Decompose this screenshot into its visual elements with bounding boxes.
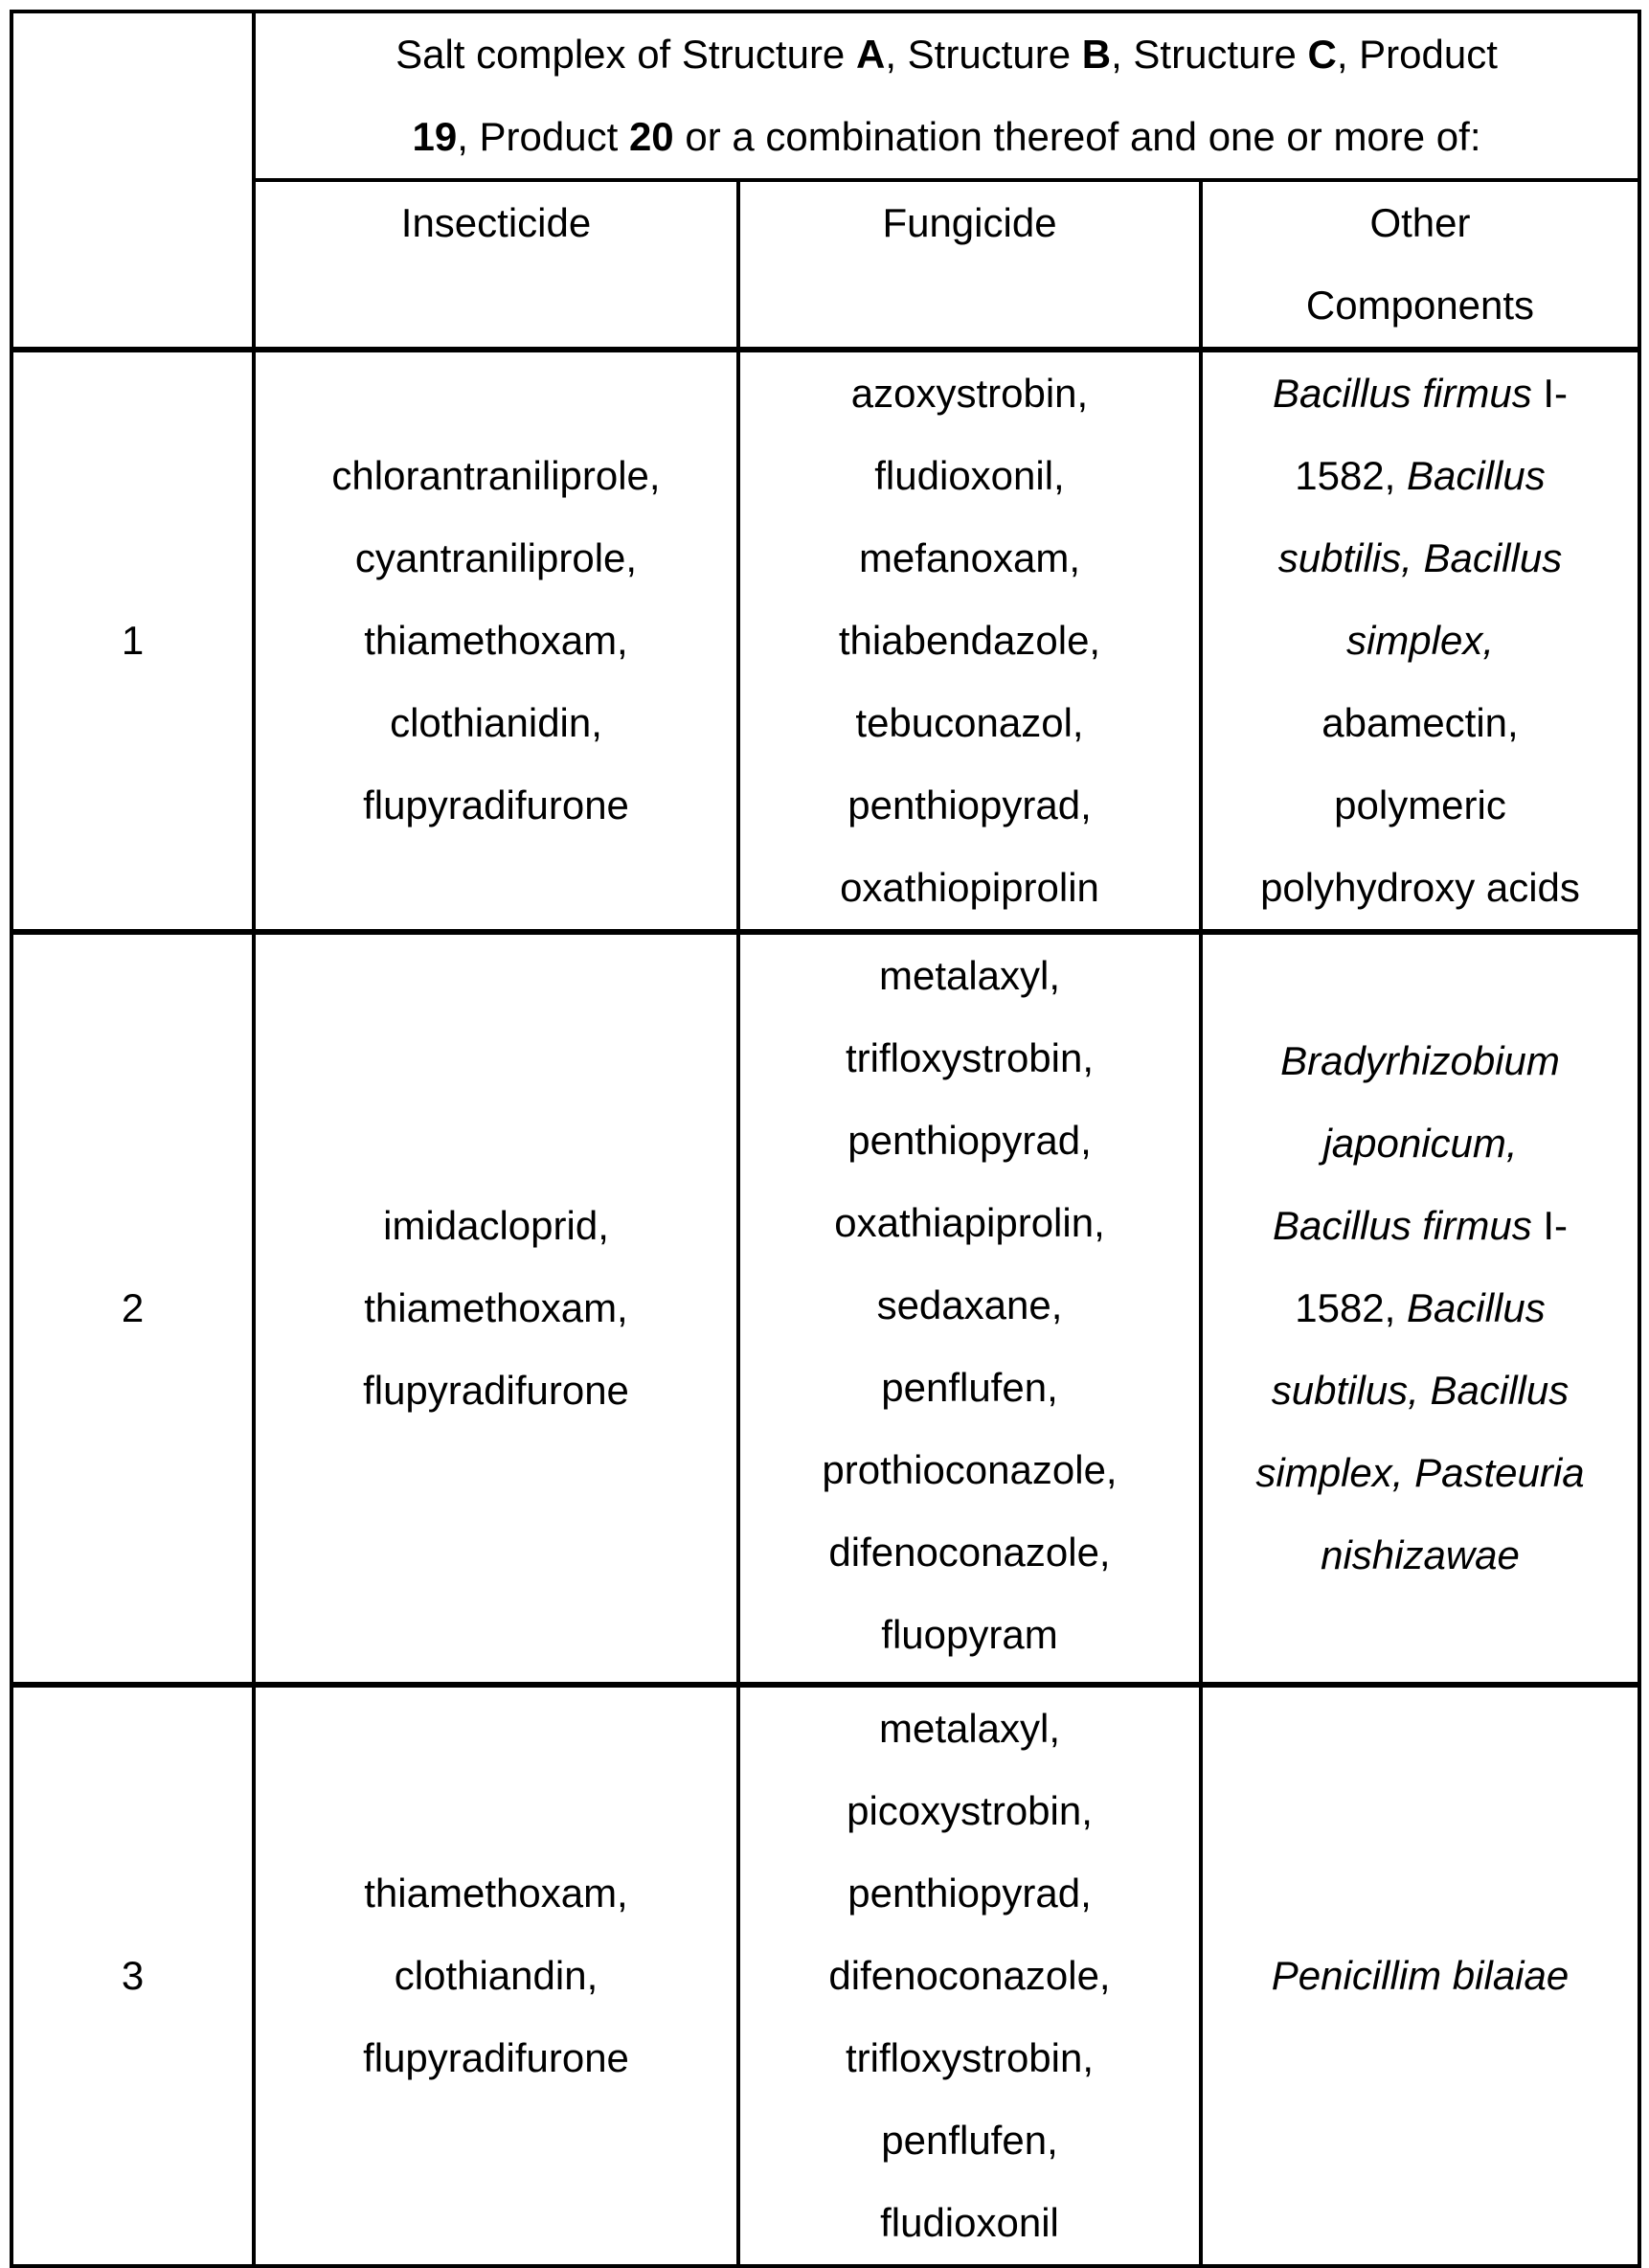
text-segment: , Product bbox=[457, 114, 629, 159]
text-segment: penthiopyrad, bbox=[847, 1871, 1092, 1916]
row-2-other-components-cell bbox=[1201, 932, 1639, 1685]
text-segment: chlorantraniliprole, bbox=[331, 453, 661, 498]
text-line bbox=[748, 1688, 1191, 1770]
text-line bbox=[748, 1594, 1191, 1676]
text-segment: picoxystrobin, bbox=[847, 1788, 1093, 1833]
text-line bbox=[748, 1182, 1191, 1264]
text-segment: oxathiopiprolin bbox=[840, 865, 1099, 910]
text-segment: Insecticide bbox=[400, 200, 592, 245]
text-line bbox=[1210, 1102, 1630, 1185]
text-segment: imidacloprid, bbox=[383, 1203, 609, 1248]
text-segment: thiamethoxam, bbox=[364, 1285, 628, 1330]
text-segment: clothianidin, bbox=[390, 700, 602, 745]
text-segment: , Structure bbox=[885, 32, 1082, 77]
text-line bbox=[1210, 264, 1630, 347]
text-line bbox=[263, 1852, 729, 1935]
row-3-fungicide-cell bbox=[738, 1685, 1201, 2266]
text-line bbox=[748, 352, 1191, 435]
text-line bbox=[1210, 1514, 1630, 1597]
text-segment: azoxystrobin, bbox=[850, 371, 1089, 416]
text-segment: 19 bbox=[412, 114, 458, 159]
text-line bbox=[263, 600, 729, 682]
text-line bbox=[748, 517, 1191, 600]
header-title-row bbox=[11, 11, 1639, 180]
text-line bbox=[1210, 517, 1630, 600]
text-line bbox=[263, 182, 729, 264]
text-line bbox=[748, 1852, 1191, 1935]
row-3-number-cell: 3 bbox=[11, 1685, 254, 2266]
text-line bbox=[748, 1017, 1191, 1100]
text-line bbox=[748, 600, 1191, 682]
text-line bbox=[748, 935, 1191, 1017]
text-segment: flupyradifurone bbox=[363, 1368, 629, 1413]
text-segment: 1582, bbox=[1295, 1285, 1408, 1330]
text-segment: difenoconazole, bbox=[828, 1530, 1111, 1575]
text-segment: fludioxonil bbox=[880, 2200, 1059, 2245]
text-line bbox=[263, 517, 729, 600]
text-line bbox=[1210, 1349, 1630, 1432]
text-line bbox=[1210, 764, 1630, 847]
text-segment: Fungicide bbox=[882, 200, 1057, 245]
text-line bbox=[1210, 1185, 1630, 1267]
text-segment: trifloxystrobin, bbox=[845, 1035, 1095, 1080]
text-line bbox=[748, 1935, 1191, 2017]
column-header-other bbox=[1201, 180, 1639, 350]
text-segment: nishizawae bbox=[1321, 1532, 1520, 1577]
text-segment: A bbox=[855, 32, 886, 77]
text-segment: 20 bbox=[628, 114, 674, 159]
corner-cell bbox=[11, 11, 254, 350]
text-line bbox=[1210, 1935, 1630, 2017]
text-segment: metalaxyl, bbox=[878, 1706, 1061, 1751]
text-line bbox=[263, 1267, 729, 1349]
text-segment: fludioxonil, bbox=[874, 453, 1065, 498]
text-segment: oxathiapiprolin, bbox=[834, 1200, 1105, 1245]
text-line bbox=[748, 1429, 1191, 1511]
text-line bbox=[748, 682, 1191, 764]
text-segment: thiamethoxam, bbox=[364, 618, 628, 663]
table-row-2 bbox=[11, 932, 1639, 1685]
text-segment: difenoconazole, bbox=[828, 1953, 1111, 1998]
text-line bbox=[748, 2099, 1191, 2182]
row-1-other-components-cell bbox=[1201, 350, 1639, 932]
text-line bbox=[1210, 435, 1630, 517]
column-header-insecticide bbox=[254, 180, 738, 350]
row-3-other-components-cell bbox=[1201, 1685, 1639, 2266]
text-line bbox=[1210, 182, 1630, 264]
text-line bbox=[263, 1349, 729, 1432]
text-line bbox=[748, 2182, 1191, 2264]
text-segment: subtilis, Bacillus bbox=[1277, 535, 1563, 580]
text-segment: Bacillus firmus bbox=[1272, 371, 1532, 416]
text-segment: penflufen, bbox=[881, 1365, 1058, 1410]
text-segment: penthiopyrad, bbox=[847, 782, 1092, 828]
text-line bbox=[748, 182, 1191, 264]
combination-table bbox=[10, 10, 1641, 2268]
text-segment: I- bbox=[1531, 371, 1569, 416]
text-segment: thiamethoxam, bbox=[364, 1871, 628, 1916]
text-segment: Bacillus bbox=[1407, 1285, 1546, 1330]
text-segment: Other bbox=[1369, 200, 1471, 245]
text-segment: cyantraniliprole, bbox=[354, 535, 638, 580]
text-segment: flupyradifurone bbox=[363, 782, 629, 828]
text-line bbox=[748, 435, 1191, 517]
text-segment: flupyradifurone bbox=[363, 2035, 629, 2080]
text-line bbox=[748, 2017, 1191, 2099]
text-line bbox=[748, 764, 1191, 847]
text-segment: or a combination thereof and one or more of: bbox=[673, 114, 1481, 159]
text-line bbox=[263, 1185, 729, 1267]
text-segment: , Structure bbox=[1111, 32, 1308, 77]
text-segment: I- bbox=[1531, 1203, 1569, 1248]
text-line bbox=[263, 96, 1630, 178]
text-segment: simplex, bbox=[1345, 618, 1495, 663]
text-segment: Bacillus firmus bbox=[1272, 1203, 1532, 1248]
text-segment: simplex, Pasteuria bbox=[1255, 1450, 1585, 1495]
text-line bbox=[263, 682, 729, 764]
text-segment: Bradyrhizobium bbox=[1280, 1038, 1560, 1083]
text-segment: tebuconazol, bbox=[855, 700, 1084, 745]
text-line bbox=[1210, 847, 1630, 929]
text-line bbox=[1210, 682, 1630, 764]
text-line bbox=[748, 847, 1191, 929]
text-line bbox=[263, 2017, 729, 2099]
text-line bbox=[1210, 1432, 1630, 1514]
row-2-number-cell: 2 bbox=[11, 932, 254, 1685]
text-segment: clothiandin, bbox=[394, 1953, 599, 1998]
text-segment: sedaxane, bbox=[876, 1282, 1063, 1327]
row-1-fungicide-cell bbox=[738, 350, 1201, 932]
text-segment: C bbox=[1307, 32, 1337, 77]
text-segment: 1582, bbox=[1295, 453, 1408, 498]
text-line bbox=[748, 1264, 1191, 1347]
column-header-row bbox=[11, 180, 1639, 350]
text-segment: , Product bbox=[1336, 32, 1498, 77]
row-1-insecticide-cell bbox=[254, 350, 738, 932]
text-line bbox=[748, 1100, 1191, 1182]
text-line bbox=[1210, 352, 1630, 435]
text-segment: Salt complex of Structure bbox=[395, 32, 856, 77]
text-segment: penflufen, bbox=[881, 2118, 1058, 2163]
text-segment: trifloxystrobin, bbox=[845, 2035, 1095, 2080]
text-segment: abamectin, bbox=[1321, 700, 1519, 745]
text-segment: japonicum, bbox=[1322, 1121, 1518, 1166]
text-line bbox=[263, 435, 729, 517]
text-segment: metalaxyl, bbox=[878, 953, 1061, 998]
text-line bbox=[263, 764, 729, 847]
text-line bbox=[748, 1770, 1191, 1852]
row-2-fungicide-cell bbox=[738, 932, 1201, 1685]
main-header-cell bbox=[254, 11, 1639, 180]
text-line bbox=[263, 1935, 729, 2017]
text-segment: penthiopyrad, bbox=[847, 1118, 1092, 1163]
text-segment: fluopyram bbox=[881, 1612, 1058, 1657]
text-line bbox=[748, 1511, 1191, 1594]
text-line bbox=[1210, 1020, 1630, 1102]
text-segment: Components bbox=[1305, 283, 1535, 328]
text-line bbox=[263, 13, 1630, 96]
text-segment: polymeric bbox=[1334, 782, 1506, 828]
table-row-1 bbox=[11, 350, 1639, 932]
row-1-number-cell: 1 bbox=[11, 350, 254, 932]
table-row-3 bbox=[11, 1685, 1639, 2266]
text-segment: mefanoxam, bbox=[858, 535, 1081, 580]
text-segment: polyhydroxy acids bbox=[1260, 865, 1580, 910]
text-segment: Bacillus bbox=[1407, 453, 1546, 498]
text-segment: subtilus, Bacillus bbox=[1271, 1368, 1570, 1413]
text-line bbox=[748, 1347, 1191, 1429]
text-segment: thiabendazole, bbox=[838, 618, 1101, 663]
text-line bbox=[1210, 1267, 1630, 1349]
text-segment: B bbox=[1081, 32, 1112, 77]
text-segment: prothioconazole, bbox=[822, 1447, 1118, 1492]
row-2-insecticide-cell bbox=[254, 932, 738, 1685]
column-header-fungicide bbox=[738, 180, 1201, 350]
text-line bbox=[1210, 600, 1630, 682]
row-3-insecticide-cell bbox=[254, 1685, 738, 2266]
text-segment: Penicillim bilaiae bbox=[1271, 1953, 1570, 1998]
